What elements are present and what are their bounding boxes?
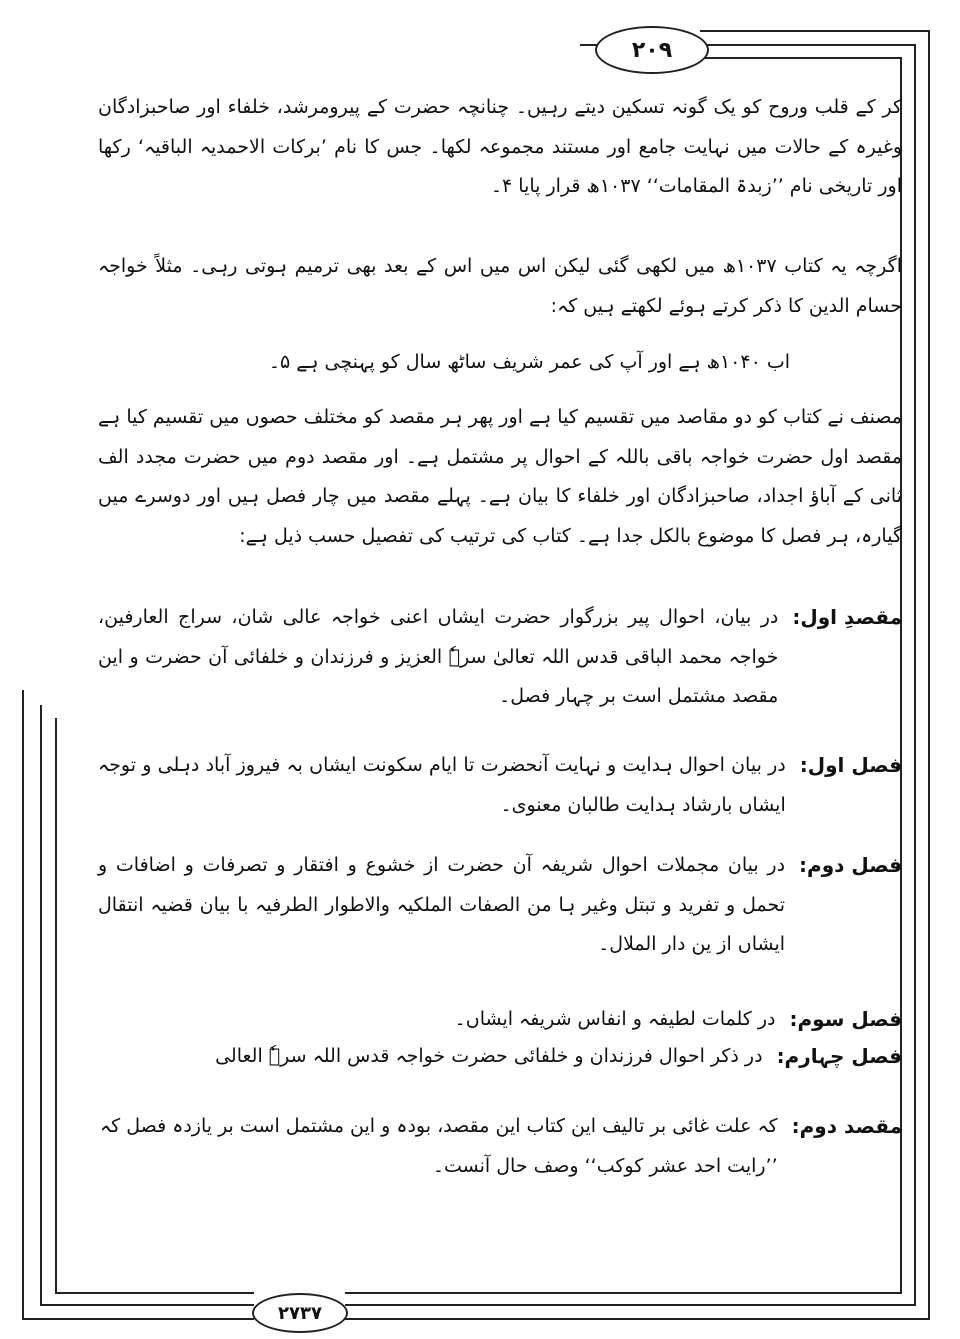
- frame-line: [55, 1292, 254, 1294]
- entry-text: در بیان مجملات احوال شریفہ آن حضرت از خشوع و افتقار و تصرفات و اضافات و تحمل و تفرید و تبتل وغیر ہا من الصفات الملکیہ والاطوار الطرفیہ با بیان قضیہ انتقال ایشاں از ین دار الملال۔: [98, 854, 786, 955]
- entry-text-line: ’’رایت احد عشر کوکب‘‘ وصف حال آنست۔: [432, 1154, 778, 1177]
- frame-line: [40, 1304, 254, 1306]
- entry-text: در ذکر احوال فرزندان و خلفائی حضرت خواجہ قدس اللہ سرہٗ العالی: [215, 1045, 763, 1067]
- frame-line: [345, 1318, 930, 1320]
- page-number-bottom: ۲۷۳۷: [252, 1293, 348, 1333]
- entry-label: فصل سوم:: [789, 1007, 902, 1031]
- entry-label: فصل اول:: [799, 753, 902, 777]
- entry-text-line: کہ علت غائی بر تالیف این کتاب این مقصد، بودہ و این مشتمل است بر یازدہ فصل کہ: [99, 1115, 778, 1137]
- entry-label: مقصد دوم:: [791, 1114, 902, 1138]
- entry-text: در بیان احوال ہدایت و نہایت آنحضرت تا ایام سکونت ایشاں بہ فیروز آباد دہلی و توجہ ایشاں بارشاد ہدایت طالبان معنوی۔: [98, 754, 786, 816]
- frame-line: [928, 30, 930, 1320]
- frame-line: [700, 57, 900, 59]
- frame-line: [55, 718, 57, 1294]
- entry-label: مقصدِ اول:: [792, 605, 902, 629]
- frame-line: [700, 44, 915, 46]
- frame-line: [345, 1292, 902, 1294]
- entry-maqsad-doam: [98, 1107, 902, 1186]
- entry-text: در کلمات لطیفہ و انفاس شریفہ ایشاں۔: [454, 1008, 776, 1030]
- frame-line: [700, 30, 930, 32]
- entry-fasl-soam: [98, 1000, 902, 1040]
- entry-maqsad-awwal: [98, 598, 902, 717]
- paragraph-1: کر کے قلب وروح کو یک گونہ تسکین دیتے رہیں۔ چنانچہ حضرت کے پیرومرشد، خلفاء اور صاحبزادگان وغیرہ کے حالات میں نہایت جامع اور مستند مجموعہ لکھا۔ جس کا نام ’برکات الاحمدیہ الباقیہ‘ رکھا اور تاریخی نام ’’زبدۃ المقامات‘‘ ۱۰۳۷ھ قرار پایا ۴۔: [98, 96, 902, 197]
- frame-line: [40, 705, 42, 1306]
- frame-line: [914, 44, 916, 1306]
- entry-label: فصل چہارم:: [776, 1044, 902, 1068]
- frame-line: [345, 1304, 916, 1306]
- entry-text: [98, 1107, 778, 1186]
- paragraph-3: مصنف نے کتاب کو دو مقاصد میں تقسیم کیا ہے اور پھر ہر مقصد کو مختلف حصوں میں تقسیم کیا ہے مقصد اول حضرت خواجہ باقی باللہ کے احوال پر مشتمل ہے۔ اور مقصد دوم میں حضرت مجدد الف ثانی کے آباؤ اجداد، صاحبزادگان اور خلفاء کا بیان ہے۔ پہلے مقصد میں چار فصل ہیں اور دوسرے میں گیارہ، ہر فصل کا موضوع بالکل جدا ہے۔ کتاب کی ترتیب کی تفصیل حسب ذیل ہے:: [98, 406, 902, 547]
- paragraph-2: اگرچہ یہ کتاب ۱۰۳۷ھ میں لکھی گئی لیکن اس میں اس کے بعد بھی ترمیم ہوتی رہی۔ مثلاً خواجہ حسام الدین کا ذکر کرتے ہوئے لکھتے ہیں کہ:: [98, 255, 902, 317]
- entry-text: در بیان، احوال پیر بزرگوار حضرت ایشاں اعنی خواجہ عالی شان، سراج العارفین، خواجہ محمد الباقی قدس اللہ تعالیٰ سرہٗ العزیز و فرزندان و خلفائی آن حضرت و این مقصد مشتمل است بر چہار فصل۔: [98, 606, 779, 707]
- entry-fasl-chaharum: [98, 1037, 902, 1077]
- entry-fasl-doam: [98, 846, 902, 965]
- entry-fasl-awwal: [98, 746, 902, 825]
- frame-line: [22, 1318, 254, 1320]
- frame-line: [22, 690, 24, 1320]
- quote: اب ۱۰۴۰ھ ہے اور آپ کی عمر شریف ساٹھ سال کو پہنچی ہے ۵۔: [268, 351, 790, 373]
- entry-label: فصل دوم:: [799, 853, 902, 877]
- page-number-top: ۲۰۹: [595, 26, 709, 74]
